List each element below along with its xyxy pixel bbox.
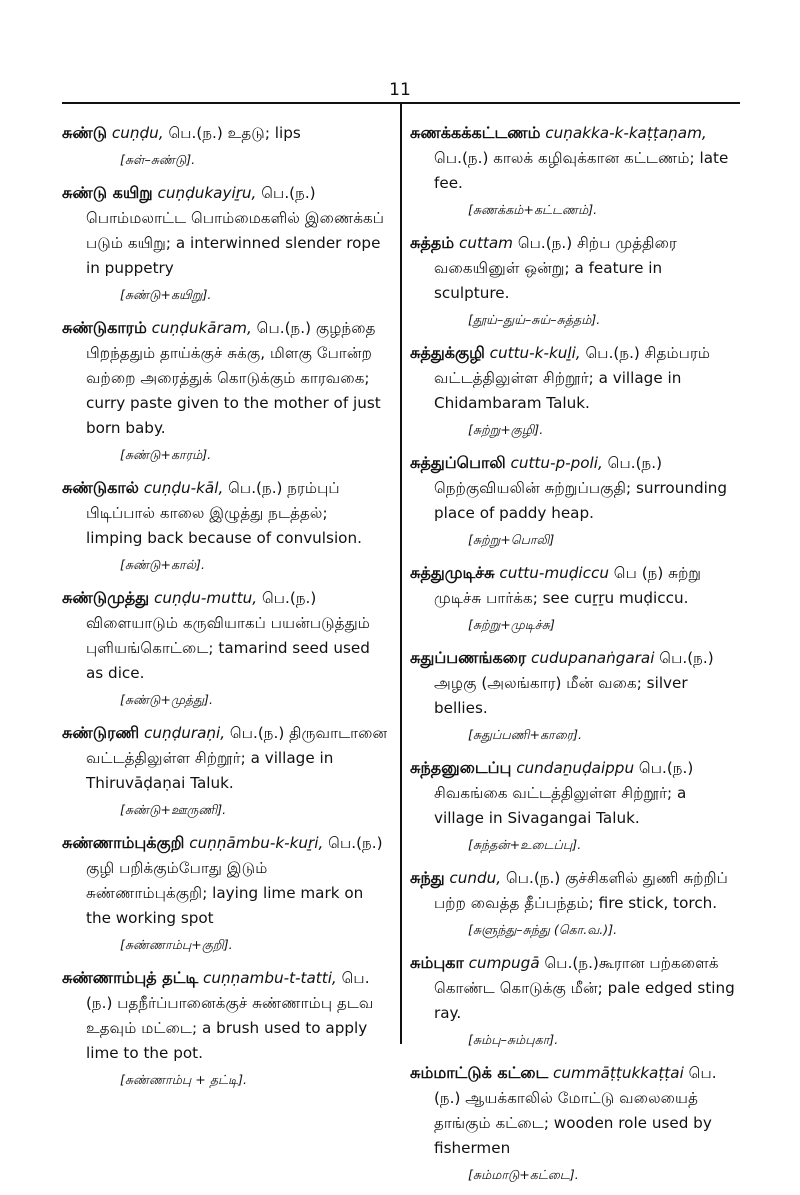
entry-text bbox=[410, 645, 738, 721]
entry-definition: பெ.(ந.) காலக் கழிவுக்கான கட்டணம்; late fee. bbox=[434, 149, 729, 192]
entry-definition: பெ.(ந.) ஆயக்காலில் மோட்டு வலையைத் தாங்கும் கட்டை; wooden role used by fishermen bbox=[434, 1064, 717, 1157]
dictionary-entry bbox=[410, 645, 738, 745]
entry-text bbox=[62, 180, 388, 281]
entry-definition: பெ.(ந.) சிவகங்கை வட்டத்திலுள்ள சிற்றூர்; a village in Sivagangai Taluk. bbox=[434, 759, 694, 827]
entry-text bbox=[62, 315, 388, 441]
entry-transliteration: cuṇḍukāram, bbox=[151, 319, 252, 337]
entry-headword: சுண்டுரணி bbox=[62, 723, 140, 742]
entry-transliteration: cuttam bbox=[458, 234, 513, 252]
dictionary-entry bbox=[410, 755, 738, 855]
entry-headword: சுண்டுமுத்து bbox=[62, 588, 150, 607]
entry-headword: சுந்தனுடைப்பு bbox=[410, 758, 512, 777]
entry-definition: பெ.(ந.)கூரான பற்களைக் கொண்ட கொடுக்கு மீன்; pale edged sting ray. bbox=[434, 954, 735, 1022]
entry-definition: பெ.(ந.) சிற்ப முத்திரை வகையினுள் ஒன்று; a feature in sculpture. bbox=[434, 234, 677, 302]
dictionary-entry bbox=[410, 450, 738, 550]
entry-etymology: [சுற்று+குழி]. bbox=[468, 422, 544, 437]
entry-headword: சுத்தம் bbox=[410, 233, 455, 252]
entry-transliteration: cuṇḍukayiṟu, bbox=[157, 184, 257, 202]
entry-etymology: [சுதுப்பணி+காரை]. bbox=[468, 727, 583, 742]
entry-transliteration: cuttu-muḍiccu bbox=[499, 564, 609, 582]
entry-etymology: [தூய்–துய்–சுய்–சுத்தம்]. bbox=[468, 312, 601, 327]
entry-definition: பெ.(ந.) திருவாடானை வட்டத்திலுள்ள சிற்றூர்; a village in Thiruvāḍaṇai Taluk. bbox=[86, 724, 388, 792]
entry-transliteration: cumpugā bbox=[468, 954, 540, 972]
entry-text bbox=[410, 1060, 738, 1161]
entry-text bbox=[62, 720, 388, 796]
entry-etymology: [சுண்ணாம்பு+குறி]. bbox=[120, 937, 233, 952]
entry-headword: சுத்துப்பொலி bbox=[410, 453, 506, 472]
entry-etymology: [சுள்–சுண்டு]. bbox=[120, 152, 196, 167]
entry-text bbox=[62, 830, 388, 931]
entry-headword: சும்புகா bbox=[410, 953, 464, 972]
entry-etymology: [சும்மாடு+கட்டை]. bbox=[468, 1167, 579, 1182]
page-number: 11 bbox=[389, 80, 411, 100]
entry-text bbox=[410, 865, 738, 916]
entry-headword: சுத்துக்குழி bbox=[410, 343, 485, 362]
right-column bbox=[410, 120, 738, 1195]
entry-headword: சுண்டு கயிறு bbox=[62, 183, 153, 202]
entry-definition: பெ.(ந.) அழகு (அலங்கார) மீன் வகை; silver bellies. bbox=[434, 649, 714, 717]
dictionary-entry bbox=[410, 120, 738, 220]
entry-text bbox=[410, 560, 738, 611]
entry-headword: சுண்டுகாரம் bbox=[62, 318, 147, 337]
entry-headword: சுண்டு bbox=[62, 123, 108, 142]
entry-transliteration: cummāṭṭukkaṭṭai bbox=[553, 1064, 684, 1082]
dictionary-entry bbox=[62, 720, 388, 820]
entry-transliteration: cuttu-k-kuḻi, bbox=[489, 344, 581, 362]
entry-transliteration: cuṇḍu-muttu, bbox=[153, 589, 258, 607]
entry-transliteration: cundaṉuḍaippu bbox=[516, 759, 635, 777]
entry-etymology: [சுண்டு+முத்து]. bbox=[120, 692, 213, 707]
dictionary-entry bbox=[62, 585, 388, 710]
entry-transliteration: cuṇṇāmbu-k-kuṟi, bbox=[189, 834, 324, 852]
entry-text bbox=[62, 475, 388, 551]
entry-definition: பெ.(ந.) விளையாடும் கருவியாகப் பயன்படுத்தும் புளியங்கொட்டை; tamarind seed used as dice. bbox=[86, 589, 370, 682]
entry-headword: சுண்ணாம்புக்குறி bbox=[62, 833, 185, 852]
entry-etymology: [சும்பு–சும்புகா]. bbox=[468, 1032, 559, 1047]
entry-text bbox=[62, 585, 388, 686]
entry-definition: பெ.(ந.) பொம்மலாட்ட பொம்மைகளில் இணைக்கப் படும் கயிறு; a interwinned slender rope in puppetry bbox=[86, 184, 385, 277]
entry-definition: பெ.(ந.) நெற்குவியலின் சுற்றுப்பகுதி; surrounding place of paddy heap. bbox=[434, 454, 728, 522]
entry-transliteration: cuṇḍu-kāl, bbox=[143, 479, 224, 497]
entry-transliteration: cudupanaṅgarai bbox=[530, 649, 655, 667]
entry-text bbox=[410, 950, 738, 1026]
dictionary-entry bbox=[62, 475, 388, 575]
entry-etymology: [சுண்டு+காரம்]. bbox=[120, 447, 212, 462]
dictionary-entry bbox=[62, 965, 388, 1090]
entry-text bbox=[410, 340, 738, 416]
dictionary-entry bbox=[410, 950, 738, 1050]
entry-transliteration: cuṇṇambu-t-tatti, bbox=[203, 969, 337, 987]
entry-etymology: [சுந்தன்+உடைப்பு]. bbox=[468, 837, 582, 852]
entry-etymology: [சுண்டு+கால்]. bbox=[120, 557, 205, 572]
entry-etymology: [சுணக்கம்+கட்டணம்]. bbox=[468, 202, 598, 217]
entry-definition: பெ.(ந.) குச்சிகளில் துணி சுற்றிப் பற்ற வைத்த தீப்பந்தம்; fire stick, torch. bbox=[434, 869, 728, 912]
entry-headword: சுதுப்பணங்கரை bbox=[410, 648, 527, 667]
entry-transliteration: cuttu-p-poli, bbox=[510, 454, 603, 472]
entry-etymology: [சுற்று+முடிச்சு] bbox=[468, 617, 555, 632]
entry-etymology: [சுற்று+பொலி] bbox=[468, 532, 555, 547]
entry-transliteration: cundu, bbox=[449, 869, 502, 887]
entry-definition: பெ.(ந.) பதநீர்ப்பானைக்குச் சுண்ணாம்பு தடவ உதவும் மட்டை; a brush used to apply lime to the pot. bbox=[86, 969, 374, 1062]
dictionary-entry bbox=[62, 180, 388, 305]
dictionary-entry bbox=[410, 1060, 738, 1185]
dictionary-entry bbox=[410, 230, 738, 330]
dictionary-entry bbox=[62, 315, 388, 465]
entry-headword: சுத்துமுடிச்சு bbox=[410, 563, 495, 582]
column-divider bbox=[400, 104, 402, 1044]
left-column bbox=[62, 120, 388, 1100]
entry-transliteration: cuṇḍuraṇi, bbox=[143, 724, 226, 742]
entry-transliteration: cuṇakka-k-kaṭṭaṇam, bbox=[545, 124, 707, 142]
entry-definition: பெ.(ந.) குழி பறிக்கும்போது இடும் சுண்ணாம்புக்குறி; laying lime mark on the working spot bbox=[86, 834, 383, 927]
entry-definition: பெ.(ந.) குழந்தை பிறந்ததும் தாய்க்குச் சுக்கு, மிளகு போன்ற வற்றை அரைத்துக் கொடுக்கும் காரவகை; curry paste given to the mother of just born baby. bbox=[86, 319, 381, 437]
dictionary-entry bbox=[410, 865, 738, 940]
entry-headword: சுண்டுகால் bbox=[62, 478, 139, 497]
dictionary-entry bbox=[62, 830, 388, 955]
entry-text bbox=[62, 965, 388, 1066]
dictionary-entry bbox=[410, 340, 738, 440]
dictionary-entry bbox=[62, 120, 388, 170]
entry-headword: சுணக்கக்கட்டணம் bbox=[410, 123, 541, 142]
entry-etymology: [சுளுந்து–சுந்து (கொ.வ.)]. bbox=[468, 922, 618, 937]
entry-etymology: [சுண்ணாம்பு + தட்டி]. bbox=[120, 1072, 247, 1087]
entry-headword: சுண்ணாம்புத் தட்டி bbox=[62, 968, 199, 987]
entry-definition: பெ.(ந.) நரம்புப் பிடிப்பால் காலை இழுத்து நடத்தல்; limping back because of convulsion. bbox=[86, 479, 362, 547]
entry-text bbox=[410, 230, 738, 306]
entry-definition: பெ (ந) சுற்று முடிச்சு பார்க்க; see cuṟṟu muḍiccu. bbox=[434, 564, 702, 607]
entry-text bbox=[410, 450, 738, 526]
entry-etymology: [சுண்டு+கயிறு]. bbox=[120, 287, 212, 302]
entry-transliteration: cuṇḍu, bbox=[111, 124, 164, 142]
entry-text bbox=[410, 120, 738, 196]
dictionary-entry bbox=[410, 560, 738, 635]
entry-definition: பெ.(ந.) சிதம்பரம் வட்டத்திலுள்ள சிற்றூர்; a village in Chidambaram Taluk. bbox=[434, 344, 711, 412]
entry-text bbox=[62, 120, 388, 146]
entry-headword: சுந்து bbox=[410, 868, 445, 887]
entry-text bbox=[410, 755, 738, 831]
entry-etymology: [சுண்டு+ஊருணி]. bbox=[120, 802, 227, 817]
entry-definition: பெ.(ந.) உதடு; lips bbox=[168, 124, 301, 142]
entry-headword: சும்மாட்டுக் கட்டை bbox=[410, 1063, 549, 1082]
